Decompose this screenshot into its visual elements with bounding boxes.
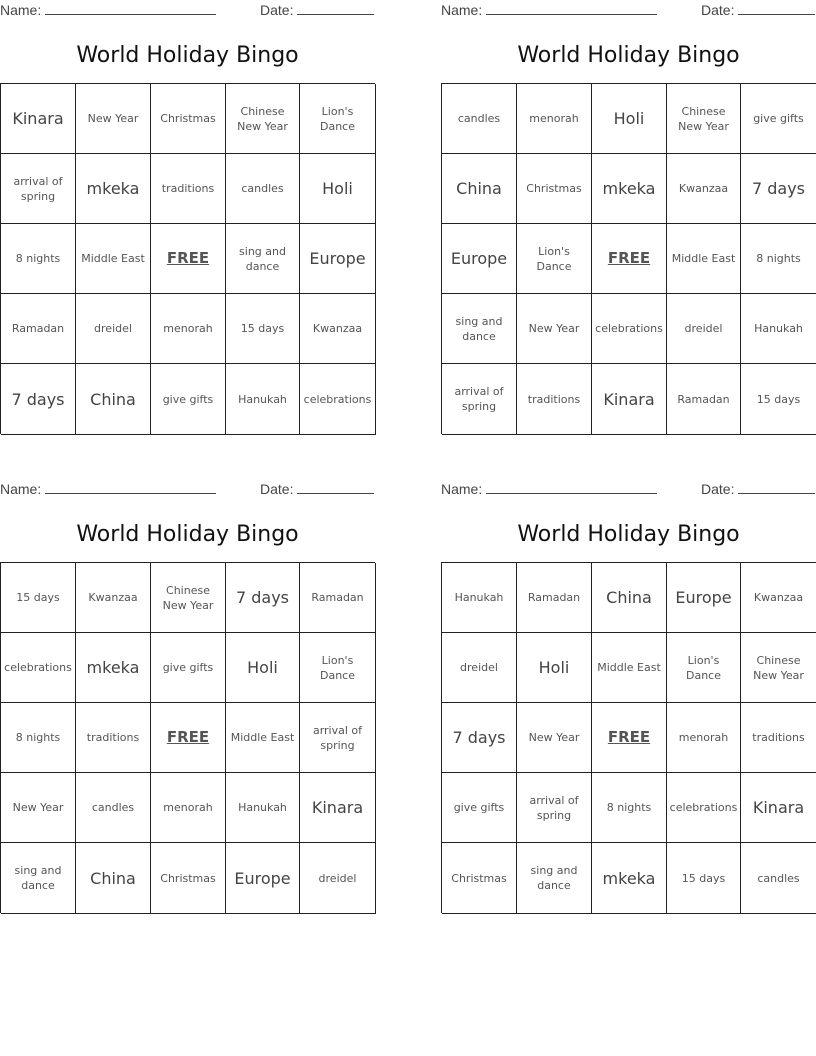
bingo-cell[interactable]: sing and dance [442, 294, 517, 364]
bingo-cell[interactable]: Christmas [151, 84, 226, 154]
bingo-cell[interactable]: celebrations [1, 633, 76, 703]
bingo-cell[interactable]: Lion's Dance [667, 633, 741, 703]
bingo-card [441, 0, 816, 413]
card-title: World Holiday Bingo [76, 43, 299, 68]
bingo-cell[interactable]: mkeka [76, 633, 151, 703]
bingo-cell[interactable]: dreidel [300, 843, 376, 914]
name-field[interactable] [441, 2, 657, 18]
bingo-cell[interactable]: Lion's Dance [517, 224, 592, 294]
bingo-cell[interactable]: Chinese New Year [226, 84, 300, 154]
bingo-cell[interactable]: Europe [226, 843, 300, 914]
bingo-cell[interactable]: 8 nights [1, 224, 76, 294]
name-blank-line[interactable] [486, 481, 657, 494]
bingo-cell[interactable]: Holi [592, 84, 667, 154]
bingo-cell[interactable]: Ramadan [667, 364, 741, 435]
bingo-cell[interactable]: China [76, 843, 151, 914]
bingo-cell[interactable]: New Year [1, 773, 76, 843]
bingo-grid [441, 562, 816, 913]
bingo-cell[interactable]: Hanukah [226, 364, 300, 435]
name-date-row [441, 0, 816, 22]
bingo-cell[interactable]: Lion's Dance [300, 633, 376, 703]
bingo-cell[interactable]: Kwanzaa [76, 563, 151, 633]
bingo-cell[interactable]: Kwanzaa [300, 294, 376, 364]
bingo-cell[interactable]: traditions [76, 703, 151, 773]
bingo-cell[interactable]: Ramadan [300, 563, 376, 633]
bingo-card [0, 479, 375, 892]
bingo-grid [0, 562, 375, 913]
bingo-cell[interactable]: Middle East [226, 703, 300, 773]
card-title: World Holiday Bingo [76, 522, 299, 547]
bingo-cell[interactable]: Kinara [1, 84, 76, 154]
bingo-cell[interactable]: 15 days [226, 294, 300, 364]
bingo-cell[interactable]: menorah [151, 773, 226, 843]
bingo-cell[interactable]: give gifts [151, 364, 226, 435]
card-title: World Holiday Bingo [517, 43, 740, 68]
name-date-row [0, 0, 375, 22]
free-space-cell[interactable]: FREE [592, 703, 667, 773]
name-field[interactable] [0, 481, 216, 497]
name-field[interactable] [441, 481, 657, 497]
bingo-card [0, 0, 375, 409]
date-label: Date: [260, 2, 294, 18]
bingo-cell[interactable]: sing and dance [517, 843, 592, 914]
bingo-cell[interactable]: give gifts [741, 84, 816, 154]
bingo-cell[interactable]: mkeka [76, 154, 151, 224]
bingo-cell[interactable]: Christmas [442, 843, 517, 914]
bingo-cell[interactable]: arrival of spring [1, 154, 76, 224]
bingo-cell[interactable]: China [592, 563, 667, 633]
date-label: Date: [260, 481, 294, 497]
bingo-cell[interactable]: Holi [226, 633, 300, 703]
bingo-cell[interactable]: Ramadan [517, 563, 592, 633]
bingo-cell[interactable]: menorah [517, 84, 592, 154]
name-field[interactable] [0, 2, 216, 18]
bingo-cell[interactable]: candles [226, 154, 300, 224]
bingo-cell[interactable]: 8 nights [1, 703, 76, 773]
bingo-grid [0, 83, 375, 434]
bingo-cell[interactable]: Hanukah [226, 773, 300, 843]
bingo-cell[interactable]: menorah [667, 703, 741, 773]
bingo-cell[interactable]: Kwanzaa [667, 154, 741, 224]
bingo-cell[interactable]: Chinese New Year [151, 563, 226, 633]
bingo-cell[interactable]: mkeka [592, 154, 667, 224]
bingo-cell[interactable]: dreidel [667, 294, 741, 364]
bingo-cell[interactable]: arrival of spring [300, 703, 376, 773]
date-blank-line[interactable] [297, 481, 374, 494]
bingo-cell[interactable]: mkeka [592, 843, 667, 914]
name-label: Name: [0, 2, 42, 18]
name-blank-line[interactable] [45, 481, 216, 494]
name-label: Name: [0, 481, 42, 497]
bingo-cell[interactable]: Kinara [741, 773, 816, 843]
bingo-cell[interactable]: sing and dance [1, 843, 76, 914]
bingo-cell[interactable]: Hanukah [442, 563, 517, 633]
bingo-cell[interactable]: 7 days [1, 364, 76, 435]
bingo-cell[interactable]: Hanukah [741, 294, 816, 364]
bingo-cell[interactable]: China [76, 364, 151, 435]
bingo-cell[interactable]: Christmas [151, 843, 226, 914]
date-field[interactable] [260, 2, 374, 18]
bingo-cell[interactable]: candles [741, 843, 816, 914]
bingo-cell[interactable]: traditions [741, 703, 816, 773]
bingo-cell[interactable]: Middle East [76, 224, 151, 294]
date-blank-line[interactable] [297, 2, 374, 15]
name-blank-line[interactable] [45, 2, 216, 15]
date-label: Date: [701, 2, 735, 18]
name-label: Name: [441, 2, 483, 18]
bingo-cell[interactable]: Lion's Dance [300, 84, 376, 154]
card-title: World Holiday Bingo [517, 522, 740, 547]
bingo-cell[interactable]: 7 days [442, 703, 517, 773]
bingo-cell[interactable]: 8 nights [592, 773, 667, 843]
bingo-cell[interactable]: Europe [442, 224, 517, 294]
bingo-cell[interactable]: Ramadan [1, 294, 76, 364]
bingo-cell[interactable]: arrival of spring [442, 364, 517, 435]
bingo-cell[interactable]: Chinese New Year [667, 84, 741, 154]
free-space-cell[interactable]: FREE [592, 224, 667, 294]
bingo-cell[interactable]: dreidel [76, 294, 151, 364]
name-date-row [441, 479, 816, 501]
bingo-cell[interactable]: Holi [300, 154, 376, 224]
bingo-cell[interactable]: 15 days [741, 364, 816, 435]
date-field[interactable] [701, 481, 815, 497]
date-field[interactable] [260, 481, 374, 497]
bingo-cell[interactable]: celebrations [300, 364, 376, 435]
date-blank-line[interactable] [738, 481, 815, 494]
free-space-cell[interactable]: FREE [151, 224, 226, 294]
bingo-cell[interactable]: 15 days [1, 563, 76, 633]
date-label: Date: [701, 481, 735, 497]
date-blank-line[interactable] [738, 2, 815, 15]
name-label: Name: [441, 481, 483, 497]
bingo-cell[interactable]: Middle East [592, 633, 667, 703]
bingo-cell[interactable]: Kinara [300, 773, 376, 843]
bingo-cell[interactable]: Christmas [517, 154, 592, 224]
bingo-cell[interactable]: Holi [517, 633, 592, 703]
bingo-cell[interactable]: celebrations [667, 773, 741, 843]
bingo-cell[interactable]: traditions [151, 154, 226, 224]
date-field[interactable] [701, 2, 815, 18]
bingo-cell[interactable]: Europe [667, 563, 741, 633]
bingo-cell[interactable]: arrival of spring [517, 773, 592, 843]
bingo-cell[interactable]: 7 days [226, 563, 300, 633]
bingo-cell[interactable]: give gifts [151, 633, 226, 703]
name-date-row [0, 479, 375, 501]
bingo-cell[interactable]: give gifts [442, 773, 517, 843]
bingo-cell[interactable]: celebrations [592, 294, 667, 364]
bingo-card [441, 479, 816, 892]
bingo-cell[interactable]: New Year [76, 84, 151, 154]
bingo-cell[interactable]: 8 nights [741, 224, 816, 294]
bingo-cell[interactable]: menorah [151, 294, 226, 364]
bingo-cell[interactable]: dreidel [442, 633, 517, 703]
bingo-cell[interactable]: sing and dance [226, 224, 300, 294]
free-space-cell[interactable]: FREE [151, 703, 226, 773]
name-blank-line[interactable] [486, 2, 657, 15]
bingo-cell[interactable]: traditions [517, 364, 592, 435]
bingo-cell[interactable]: Middle East [667, 224, 741, 294]
bingo-cell[interactable]: 15 days [667, 843, 741, 914]
bingo-cell[interactable]: New Year [517, 703, 592, 773]
bingo-cell[interactable]: China [442, 154, 517, 224]
bingo-cell[interactable]: New Year [517, 294, 592, 364]
bingo-cell[interactable]: Kinara [592, 364, 667, 435]
bingo-cell[interactable]: Europe [300, 224, 376, 294]
bingo-cell[interactable]: 7 days [741, 154, 816, 224]
bingo-cell[interactable]: Kwanzaa [741, 563, 816, 633]
bingo-grid [441, 83, 816, 434]
bingo-cell[interactable]: Chinese New Year [741, 633, 816, 703]
bingo-cell[interactable]: candles [442, 84, 517, 154]
bingo-cell[interactable]: candles [76, 773, 151, 843]
